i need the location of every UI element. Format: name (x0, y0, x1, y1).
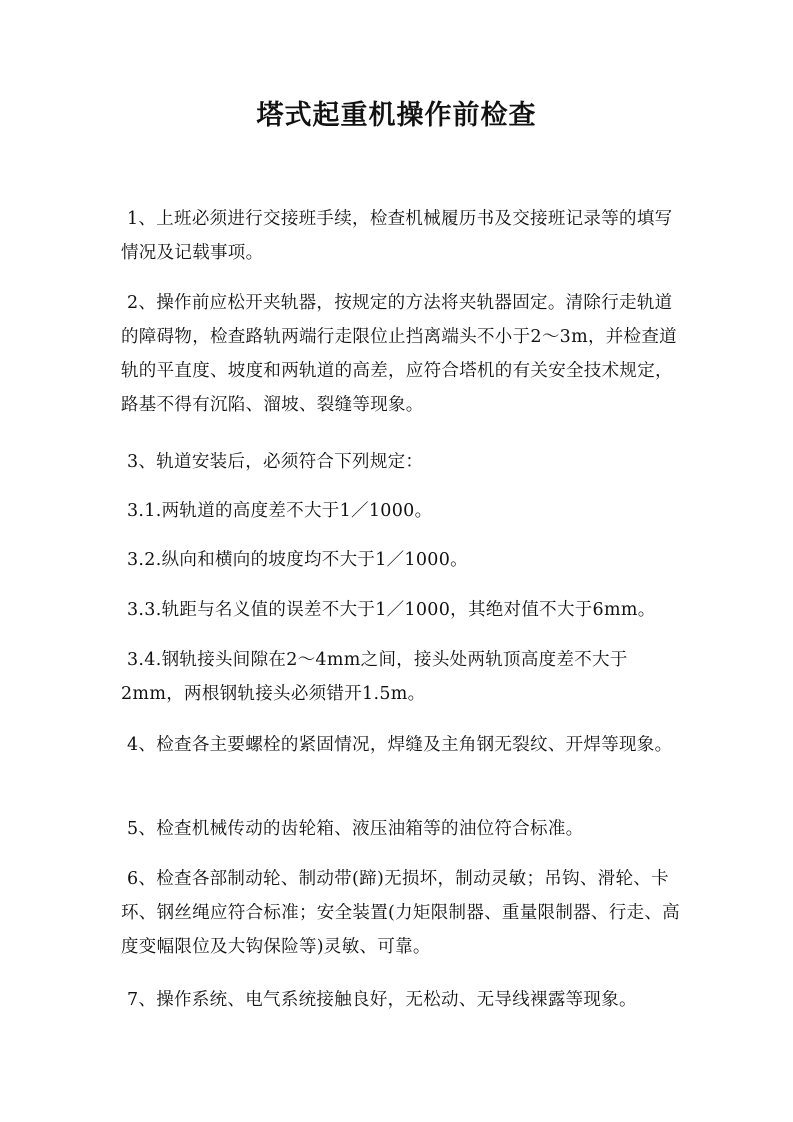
paragraph-3: 3、轨道安装后，必须符合下列规定： (127, 452, 424, 472)
paragraph-3-2: 3.2.纵向和横向的坡度均不大于1／1000。 (127, 550, 468, 570)
page-title: 塔式起重机操作前检查 (256, 100, 537, 131)
paragraph-3-3: 3.3.轨距与名义值的误差不大于1／1000，其绝对值不大于6mm。 (127, 600, 656, 620)
paragraph-7: 7、操作系统、电气系统接触良好，无松动、无导线裸露等现象。 (127, 990, 637, 1010)
paragraph-6: 6、检查各部制动轮、制动带(蹄)无损坏，制动灵敏；吊钩、滑轮、卡环、钢丝绳应符合标准；安全装置(力矩限制器、重量限制器、行走、高度变幅限位及大钩保险等)灵敏、可靠。 (121, 869, 680, 957)
paragraph-3-4: 3.4.钢轨接头间隙在2～4mm之间，接头处两轨顶高度差不大于2mm，两根钢轨接头必须错开1.5m。 (121, 650, 628, 704)
paragraph-5: 5、检查机械传动的齿轮箱、液压油箱等的油位符合标准。 (127, 819, 584, 839)
paragraph-2: 2、操作前应松开夹轨器，按规定的方法将夹轨器固定。清除行走轨道的障碍物，检查路轨两端行走限位止挡离端头不小于2～3m，并检查道轨的平直度、坡度和两轨道的高差，应符合塔机的有关安全技术规定，路基不得有沉陷、溜坡、裂缝等现象。 (121, 293, 677, 415)
paragraph-1: 1、上班必须进行交接班手续，检查机械履历书及交接班记录等的填写情况及记载事项。 (121, 209, 673, 263)
paragraph-3-1: 3.1.两轨道的高度差不大于1／1000。 (127, 501, 433, 521)
paragraph-4: 4、检查各主要螺栓的紧固情况，焊缝及主角钢无裂纹、开焊等现象。 (127, 735, 673, 755)
